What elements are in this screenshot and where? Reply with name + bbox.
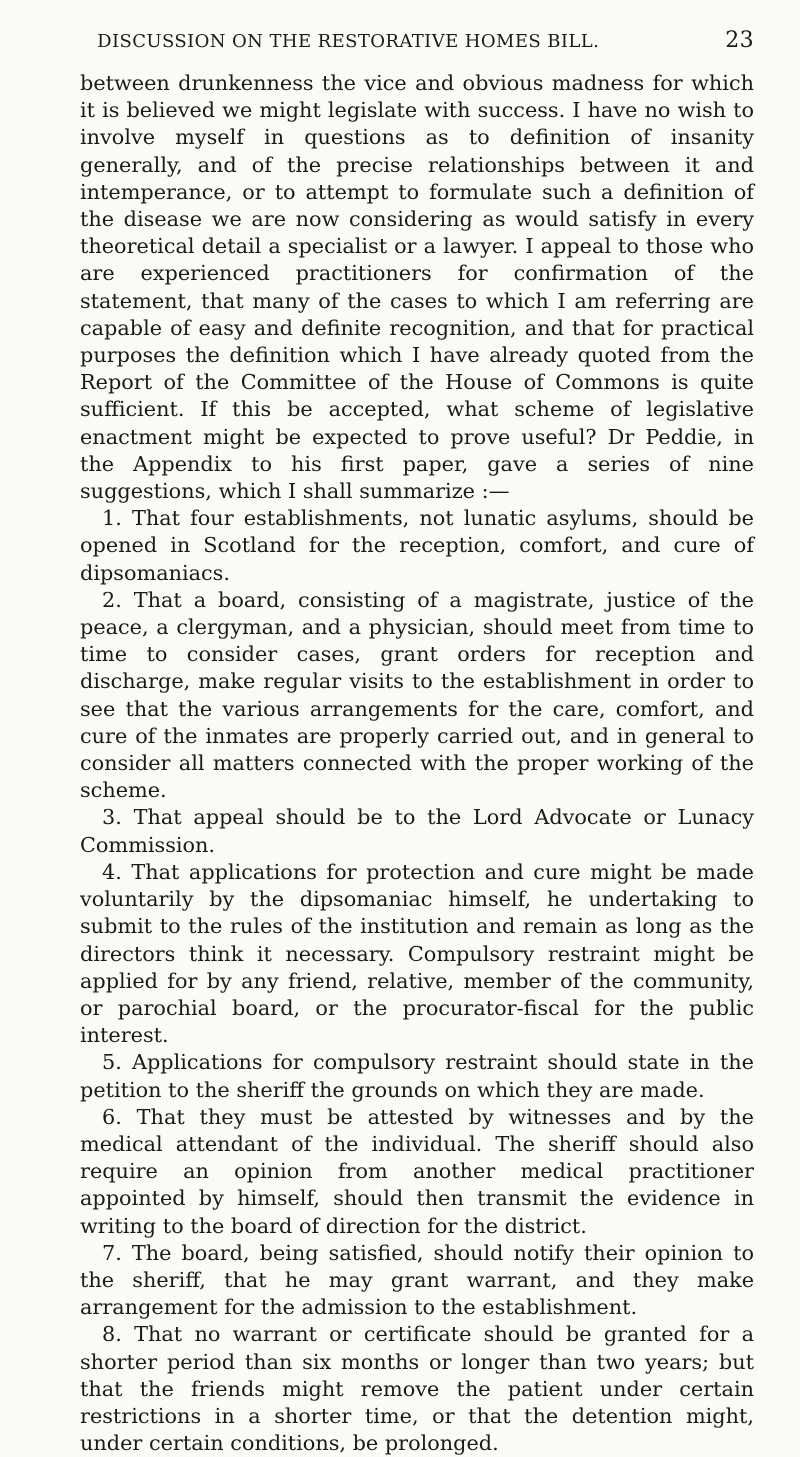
page-number: 23 bbox=[725, 28, 754, 53]
suggestion-4: 4. That applications for protection and cure might be made voluntarily by the dipsomaniac himself, he undertaking to submit to the rules of the institution and remain as long as the directors think it necessary. Compulsory restraint might be applied for by any friend, relative, member of the community, or parochial board, or the procurator-fiscal for the public interest. bbox=[80, 859, 754, 1048]
suggestion-6: 6. That they must be attested by witnesses and by the medical attendant of the individual. The sheriff should also require an opinion from another medical practitioner appointed by himself, should then transmit the evidence in writing to the board of direction for the district. bbox=[80, 1104, 754, 1238]
suggestion-2: 2. That a board, consisting of a magistrate, justice of the peace, a clergyman, and a physician, should meet from time to time to consider cases, grant orders for reception and discharge, make regular visits to the establishment in order to see that the various arrangements for the care, comfort, and cure of the inmates are properly carried out, and in general to consider all matters connected with the proper working of the scheme. bbox=[80, 587, 754, 803]
suggestion-8: 8. That no warrant or certificate should be granted for a shorter period than six months or longer than two years; but that the friends might remove the patient under certain restrictions in a shorter time, or that the detention might, under certain conditions, be prolonged. bbox=[80, 1322, 754, 1456]
suggestion-3: 3. That appeal should be to the Lord Advocate or Lunacy Commission. bbox=[80, 805, 754, 857]
suggestion-7: 7. The board, being satisfied, should notify their opinion to the sheriff, that he may grant warrant, and they make arrangement for the admission to the establishment. bbox=[80, 1240, 754, 1320]
page-header bbox=[80, 28, 754, 68]
suggestion-1: 1. That four establishments, not lunatic asylums, should be opened in Scotland for the reception, comfort, and cure of dipsomaniacs. bbox=[80, 506, 754, 585]
suggestion-5: 5. Applications for compulsory restraint should state in the petition to the sheriff the grounds on which they are made. bbox=[80, 1050, 754, 1102]
body-text bbox=[80, 70, 754, 1457]
intro-paragraph: between drunkenness the vice and obvious madness for which it is believed we might legislate with success. I have no wish to involve myself in questions as to definition of insanity generally, and of the precise relationships between it and intemperance, or to attempt to formulate such a definition of the disease we are now considering as would satisfy in every theoretical detail a specialist or a lawyer. I appeal to those who are experienced practitioners for confirmation of the statement, that many of the cases to which I am referring are capable of easy and definite recognition, and that for practical purposes the definition which I have already quoted from the Report of the Committee of the House of Commons is quite sufficient. If this be accepted, what scheme of legislative enactment might be expected to prove useful? Dr Peddie, in the Appendix to his first paper, gave a series of nine suggestions, which I shall summarize :— bbox=[80, 71, 754, 504]
running-title: DISCUSSION ON THE RESTORATIVE HOMES BILL. bbox=[97, 31, 600, 52]
